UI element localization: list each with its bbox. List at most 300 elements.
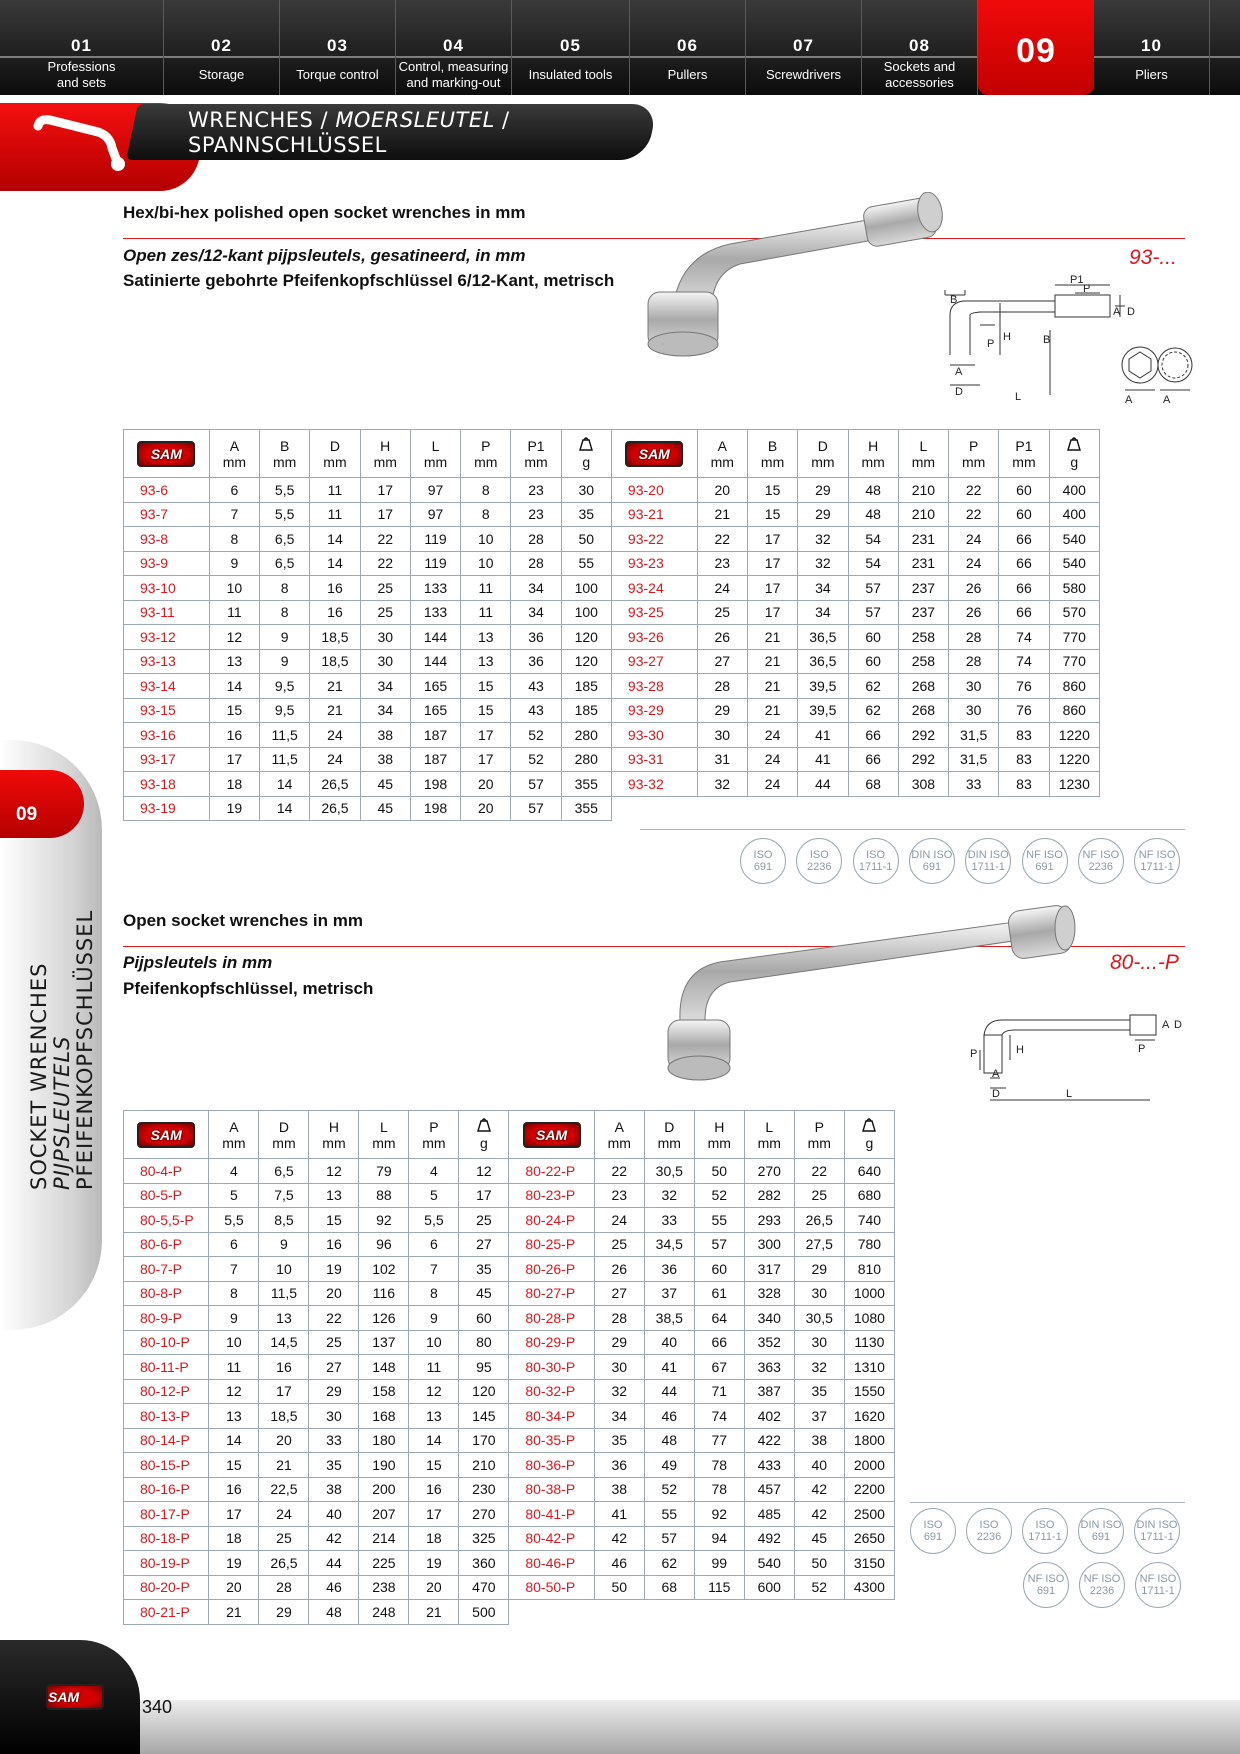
spec-value: 33 [309,1428,359,1453]
sam-logo: SAM [625,441,683,467]
spec-value: 10 [461,527,511,552]
spec-value: 25 [594,1232,644,1257]
spec-value: 29 [259,1600,309,1625]
article-code: 80-35-P [509,1428,594,1453]
nav-tab-02[interactable] [164,0,280,95]
standard-stamp: NF ISO 691 [1023,1562,1069,1608]
section1-title-nl: Open zes/12-kant pijpsleutels, gesatineerd, in mm [123,246,526,265]
spec-value: 210 [898,478,948,503]
spec-value: 25 [794,1183,844,1208]
spec-value: 1000 [844,1281,894,1306]
spec-value: 33 [949,772,999,797]
article-code: 80-41-P [509,1502,594,1527]
table-row [124,600,1100,625]
article-code: 93-10 [124,576,210,601]
brand-logo-header [509,1111,594,1159]
table-row [124,1232,895,1257]
spec-value: 30 [309,1404,359,1429]
spec-value: 328 [744,1281,794,1306]
spec-value: 14 [209,674,259,699]
spec-value: 62 [848,698,898,723]
spec-value: 16 [259,1355,309,1380]
table-row [124,502,1100,527]
article-code: 93-14 [124,674,210,699]
column-header-unit: mm [607,1134,631,1151]
spec-value: 99 [694,1551,744,1576]
spec-value: 355 [561,796,611,821]
table-row [124,723,1100,748]
spec-value: 11 [461,600,511,625]
table-row [124,1575,895,1600]
spec-value: 30 [949,674,999,699]
column-header-label: H [380,437,391,454]
article-code: 93-17 [124,747,210,772]
article-code: 93-22 [611,527,697,552]
article-code: 93-9 [124,551,210,576]
spec-value: 18,5 [259,1404,309,1429]
spec-value: 18,5 [310,625,360,650]
empty-cell [611,796,697,821]
spec-value: 61 [694,1281,744,1306]
article-code: 93-13 [124,649,210,674]
spec-value: 24 [259,1502,309,1527]
wrench-80-dimension-diagram [970,1010,1190,1110]
article-code: 80-27-P [509,1281,594,1306]
spec-value: 11 [209,1355,259,1380]
nav-tab-01[interactable] [0,0,164,95]
diag2-label: P [970,1048,978,1060]
column-header [848,430,898,478]
standard-stamp: ISO 1711-1 [1022,1508,1068,1554]
spec-value: 5 [409,1183,459,1208]
spec-value: 25 [360,600,410,625]
spec-value: 35 [459,1257,509,1282]
column-header-unit: mm [760,453,785,470]
spec-value: 60 [999,502,1049,527]
diag2-label: A [1162,1019,1170,1031]
section2-title-nl: Pijpsleutels in mm [123,953,273,972]
nav-tab-08[interactable] [862,0,978,95]
spec-value: 78 [694,1453,744,1478]
spec-value: 19 [209,1551,259,1576]
table-row [124,576,1100,601]
table-row [124,674,1100,699]
spec-value: 28 [511,551,561,576]
spec-value: 7 [209,1257,259,1282]
spec-value: 28 [949,625,999,650]
spec-value: 100 [561,600,611,625]
column-header-unit: g [865,1135,874,1151]
spec-value: 44 [798,772,848,797]
article-code: 80-24-P [509,1208,594,1233]
spec-value: 18 [409,1526,459,1551]
spec-value: 2200 [844,1477,894,1502]
article-code: 80-29-P [509,1330,594,1355]
spec-value: 2000 [844,1453,894,1478]
spec-value: 282 [744,1183,794,1208]
spec-value: 21 [409,1600,459,1625]
spec-value: 17 [360,478,410,503]
side-line1: SOCKET WRENCHES [27,962,51,1190]
column-header-label: D [329,437,340,454]
brand-logo-header [124,430,210,478]
article-code: 80-9-P [124,1306,209,1331]
spec-value: 34 [594,1404,644,1429]
spec-value: 5,5 [260,502,310,527]
nav-tab-07[interactable] [746,0,862,95]
spec-value: 22 [794,1159,844,1184]
spec-value: 21 [310,698,360,723]
spec-value: 44 [644,1379,694,1404]
spec-value: 9 [209,551,259,576]
spec-value: 22,5 [259,1477,309,1502]
spec-value: 62 [848,674,898,699]
spec-value: 13 [461,625,511,650]
spec-value: 83 [999,772,1049,797]
spec-value: 50 [594,1575,644,1600]
article-code: 80-8-P [124,1281,209,1306]
spec-value: 12 [209,1379,259,1404]
spec-value: 14 [310,551,360,576]
spec-value: 97 [410,502,460,527]
spec-value: 13 [409,1404,459,1429]
article-code: 93-26 [611,625,697,650]
spec-value: 32 [798,551,848,576]
table-row [124,1183,895,1208]
spec-value: 11 [409,1355,459,1380]
article-code: 93-19 [124,796,210,821]
nav-tab-label: Professions and sets [47,59,116,90]
column-header-unit: mm [222,453,247,470]
spec-value: 238 [359,1575,409,1600]
spec-value: 120 [459,1379,509,1404]
spec-value: 6 [209,1232,259,1257]
spec-value: 37 [644,1281,694,1306]
nav-tab-03[interactable] [280,0,396,95]
spec-value: 210 [459,1453,509,1478]
diag1-label: P1 [1070,275,1084,286]
empty-cell [794,1600,844,1625]
spec-value: 231 [898,551,948,576]
nav-tab-label [978,58,1094,92]
spec-value: 17 [409,1502,459,1527]
column-header-label: A [717,437,727,454]
spec-value: 17 [259,1379,309,1404]
article-code: 80-26-P [509,1257,594,1282]
spec-value: 42 [794,1502,844,1527]
spec-value: 42 [794,1477,844,1502]
nav-tab-10[interactable] [1094,0,1210,95]
spec-value: 860 [1049,698,1099,723]
spec-table-80 [123,1110,895,1625]
spec-value: 8,5 [259,1208,309,1233]
spec-value: 31 [697,747,747,772]
article-code: 93-25 [611,600,697,625]
spec-value: 57 [848,576,898,601]
column-header-unit: mm [322,1134,346,1151]
spec-value: 11,5 [260,747,310,772]
spec-value: 25 [259,1526,309,1551]
nav-tab-number: 04 [443,36,464,55]
spec-value: 17 [747,576,797,601]
empty-cell [999,796,1049,821]
page-number: 340 [142,1697,173,1717]
article-code: 80-10-P [124,1330,209,1355]
spec-value: 6,5 [259,1159,309,1184]
spec-value: 570 [1049,600,1099,625]
spec-value: 270 [744,1159,794,1184]
spec-value: 27 [594,1281,644,1306]
spec-value: 433 [744,1453,794,1478]
spec-value: 43 [511,698,561,723]
spec-value: 17 [747,527,797,552]
table-row [124,1600,895,1625]
spec-value: 10 [461,551,511,576]
spec-value: 10 [259,1257,309,1282]
column-header-unit: mm [272,453,297,470]
spec-value: 185 [561,674,611,699]
spec-value: 15 [461,698,511,723]
spec-value: 28 [697,674,747,699]
spec-value: 34 [798,600,848,625]
spec-value: 29 [309,1379,359,1404]
spec-value: 28 [949,649,999,674]
spec-value: 17 [209,747,259,772]
spec-value: 540 [1049,527,1099,552]
spec-value: 36 [511,649,561,674]
spec-value: 15 [747,478,797,503]
spec-value: 55 [644,1502,694,1527]
spec-value: 15 [409,1453,459,1478]
article-code: 93-7 [124,502,210,527]
spec-value: 540 [1049,551,1099,576]
article-code: 80-4-P [124,1159,209,1184]
spec-value: 640 [844,1159,894,1184]
spec-value: 6,5 [260,527,310,552]
spec-value: 16 [209,723,259,748]
article-code: 93-15 [124,698,210,723]
spec-value: 25 [309,1330,359,1355]
spec-value: 66 [999,551,1049,576]
spec-value: 78 [694,1477,744,1502]
article-code: 93-24 [611,576,697,601]
spec-value: 35 [309,1453,359,1478]
column-header-label: L [380,1118,388,1135]
spec-value: 18 [209,1526,259,1551]
spec-value: 14 [260,772,310,797]
column-header-label: A [614,1118,624,1135]
standard-stamp: NF ISO 1711-1 [1135,1562,1181,1608]
spec-value: 52 [794,1575,844,1600]
spec-value: 14 [209,1428,259,1453]
spec-value: 35 [561,502,611,527]
spec-value: 144 [410,649,460,674]
spec-value: 9 [209,1306,259,1331]
spec-value: 6,5 [260,551,310,576]
column-header [209,430,259,478]
table-row [124,1159,895,1184]
spec-value: 30 [697,723,747,748]
spec-value: 74 [694,1404,744,1429]
article-code: 80-7-P [124,1257,209,1282]
spec-value: 27 [459,1232,509,1257]
nav-tab-06[interactable] [630,0,746,95]
table-row [124,1453,895,1478]
standard-stamp: DIN ISO 1711-1 [1134,1508,1180,1554]
spec-value: 29 [794,1257,844,1282]
spec-value: 292 [898,747,948,772]
table-row [124,1477,895,1502]
spec-value: 32 [697,772,747,797]
spec-value: 7,5 [259,1183,309,1208]
spec-value: 30 [794,1281,844,1306]
nav-tab-05[interactable] [512,0,630,95]
spec-value: 170 [459,1428,509,1453]
article-code: 93-12 [124,625,210,650]
article-code: 93-32 [611,772,697,797]
weight-icon [1064,437,1084,451]
column-header [794,1111,844,1159]
spec-value: 116 [359,1281,409,1306]
spec-value: 36 [511,625,561,650]
spec-value: 400 [1049,478,1099,503]
nav-tab-number: 05 [560,36,581,55]
spec-value: 57 [644,1526,694,1551]
spec-value: 126 [359,1306,409,1331]
spec-value: 31,5 [949,747,999,772]
nav-tab-label: Pullers [667,67,708,82]
spec-value: 52 [511,723,561,748]
table-row [124,772,1100,797]
spec-value: 92 [694,1502,744,1527]
spec-value: 48 [848,478,898,503]
spec-value: 17 [209,1502,259,1527]
article-code: 80-5,5-P [124,1208,209,1233]
spec-value: 1230 [1049,772,1099,797]
spec-value: 74 [999,625,1049,650]
spec-value: 18,5 [310,649,360,674]
spec-value: 66 [848,747,898,772]
spec-value: 680 [844,1183,894,1208]
table-row [124,1526,895,1551]
standard-stamp: NF ISO 2236 [1079,1562,1125,1608]
page-title [188,108,510,158]
spec-value: 13 [209,649,259,674]
spec-value: 20 [209,1575,259,1600]
spec-value: 34 [798,576,848,601]
column-header [594,1111,644,1159]
chapter-side-badge [0,770,84,838]
spec-value: 210 [898,502,948,527]
column-header [360,430,410,478]
spec-value: 102 [359,1257,409,1282]
spec-value: 39,5 [798,698,848,723]
spec-value: 46 [309,1575,359,1600]
spec-value: 185 [561,698,611,723]
spec-value: 14,5 [259,1330,309,1355]
table-row [124,527,1100,552]
spec-value: 180 [359,1428,409,1453]
spec-value: 120 [561,625,611,650]
article-code: 80-15-P [124,1453,209,1478]
column-header [309,1111,359,1159]
column-header-label: H [328,1118,340,1135]
column-header [209,1111,259,1159]
spec-value: 36,5 [798,649,848,674]
spec-value: 29 [594,1330,644,1355]
article-code: 80-12-P [124,1379,209,1404]
diag2-label: L [1066,1088,1073,1100]
title-sep: / [494,108,510,132]
nav-tab-04[interactable] [396,0,512,95]
spec-value: 21 [747,698,797,723]
spec-value: 30 [594,1355,644,1380]
standard-stamp: ISO 1711-1 [853,838,899,884]
spec-value: 258 [898,625,948,650]
spec-value: 25 [697,600,747,625]
spec-value: 30,5 [644,1159,694,1184]
nav-tab-label: Storage [198,67,245,82]
article-code: 80-14-P [124,1428,209,1453]
diag2-label: D [1174,1019,1182,1031]
nav-tab-09[interactable] [978,0,1094,95]
spec-value: 52 [511,747,561,772]
spec-value: 9 [259,1232,309,1257]
article-code: 80-34-P [509,1404,594,1429]
spec-value: 1080 [844,1306,894,1331]
spec-value: 21 [310,674,360,699]
section2-title-de: Pfeifenkopfschlüssel, metrisch [123,979,374,998]
spec-value: 1220 [1049,747,1099,772]
spec-value: 15 [209,1453,259,1478]
spec-value: 64 [694,1306,744,1331]
article-code: 93-16 [124,723,210,748]
standard-stamp: ISO 691 [740,838,786,884]
table-row [124,1208,895,1233]
article-code: 93-11 [124,600,210,625]
spec-value: 35 [594,1428,644,1453]
spec-value: 24 [747,772,797,797]
spec-value: 36 [644,1257,694,1282]
column-header-label: P [814,1118,824,1135]
column-header-label: A [229,437,240,454]
spec-value: 2500 [844,1502,894,1527]
empty-cell [848,796,898,821]
spec-value: 17 [360,502,410,527]
column-header-unit: mm [861,453,885,470]
spec-value: 21 [747,674,797,699]
spec-value: 29 [798,502,848,527]
spec-value: 20 [697,478,747,503]
column-header-unit: mm [323,453,347,470]
spec-value: 80 [459,1330,509,1355]
spec-value: 14 [310,527,360,552]
spec-value: 32 [794,1355,844,1380]
spec-value: 11 [209,600,259,625]
standard-stamp: ISO 2236 [966,1508,1012,1554]
spec-value: 187 [410,747,460,772]
diag1-label: B [1043,334,1051,346]
spec-value: 30 [794,1330,844,1355]
spec-value: 115 [694,1575,744,1600]
spec-value: 5,5 [260,478,310,503]
column-header-unit: mm [422,1134,446,1151]
diag1-label: A [1125,394,1133,405]
column-header [359,1111,409,1159]
section1-ref: 93-... [1129,246,1177,269]
article-code: 80-32-P [509,1379,594,1404]
weight-icon [859,1118,879,1132]
